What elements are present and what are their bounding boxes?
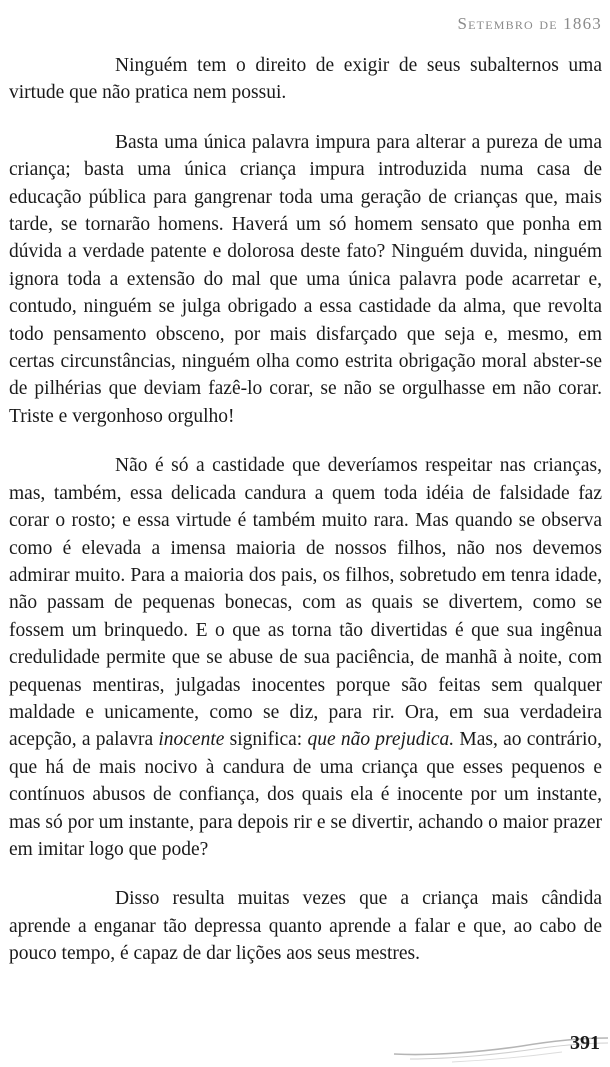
paragraph-2: Basta uma única palavra impura para alterar a pureza de uma criança; basta uma única criança impura introduzida numa casa de educação pública para gangrenar toda uma geração de crianças que, mais tarde, se tornarão homens. Haverá um só homem sensato que ponha em dúvida a verdade patente e dolorosa deste fato? Ninguém duvida, ninguém ignora toda a extensão do mal que uma única palavra pode acarretar e, contudo, ninguém se julga obrigado a essa castidade da alma, que revolta todo pensamento obsceno, por mais disfarçado que seja e, mesmo, em certas circunstâncias, ninguém olha como estrita obrigação moral abster-se de pilhérias que deviam fazê-lo corar, se não se orgulhasse em não corar. Triste e vergonhoso orgulho!: [9, 131, 602, 427]
paragraph-3-text-a: Não é só a castidade que deveríamos respeitar nas crianças, mas, também, essa delicada candura a quem toda idéia de falsidade faz corar o rosto; e essa virtude é também muito rara. Mas quando se observa como é elevada a imensa maioria de nossos filhos, não nos devemos admirar muito. Para a maioria dos pais, os filhos, sobretudo em tenra idade, não passam de pequenas bonecas, com as quais se divertem, como se fossem um brinquedo. E o que as torna tão divertidas é que sua ingênua credulidade permite que se abuse de sua paciência, de manhã à noite, com pequenas mentiras, julgadas inocentes porque são feitas sem qualquer maldade e unicamente, como se diz, para rir. Ora, em sua verdadeira acepção, a palavra: [9, 455, 602, 751]
paragraph-3-text-c: Mas, ao contrário, que há de mais nocivo à candura de uma criança que esses pequenos e contínuos abusos de confiança, dos quais ela é inocente por um instante, mas só por um instante, para depois rir e se divertir, achando o maior prazer em imitar logo que pode?: [9, 729, 602, 860]
paragraph-4: Disso resulta muitas vezes que a criança mais cândida aprende a enganar tão depressa quanto aprende a falar e que, ao cabo de pouco tempo, é capaz de dar lições aos seus mestres.: [9, 888, 602, 965]
page-body: [9, 52, 602, 990]
paragraph-1: Ninguém tem o direito de exigir de seus subalternos uma virtude que não pratica nem possui.: [9, 55, 602, 104]
italic-definition: que não prejudica.: [307, 729, 455, 751]
page-footer: [0, 1026, 610, 1066]
page-number: 391: [570, 1032, 600, 1054]
italic-term-inocente: inocente: [158, 729, 225, 751]
paragraph-3-text-b: significa:: [224, 729, 308, 751]
paragraph-3: [9, 452, 602, 863]
running-head: Setembro de 1863: [457, 14, 602, 33]
